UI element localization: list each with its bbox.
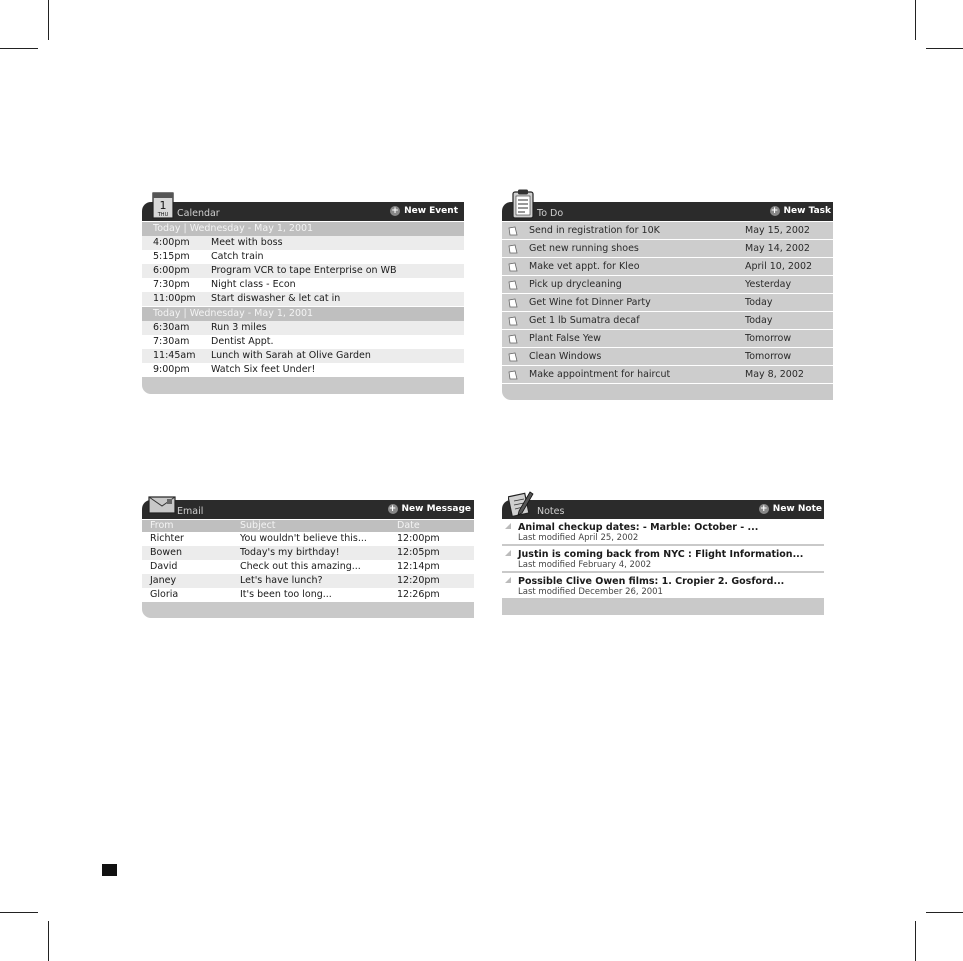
event-time: 11:00pm — [153, 293, 196, 304]
crop-mark — [915, 921, 916, 961]
crop-mark — [0, 48, 38, 49]
message-subject: It's been too long... — [240, 589, 332, 600]
task-title: Get new running shoes — [529, 243, 639, 254]
event-title: Start diswasher & let cat in — [211, 293, 341, 304]
task-date: Today — [745, 315, 773, 326]
column-from[interactable]: From — [150, 520, 174, 531]
note-item[interactable] — [502, 546, 824, 573]
task-title: Get 1 lb Sumatra decaf — [529, 315, 640, 326]
message-from: Richter — [150, 533, 184, 544]
note-title: Justin is coming back from NYC : Flight Information... — [518, 549, 804, 560]
note-checkbox-icon[interactable] — [508, 370, 518, 380]
task-date: May 15, 2002 — [745, 225, 810, 236]
new-event-button[interactable] — [390, 206, 458, 216]
note-checkbox-icon[interactable] — [508, 280, 518, 290]
new-task-button[interactable] — [770, 206, 831, 216]
notes-title: Notes — [537, 506, 565, 517]
event-time: 7:30pm — [153, 279, 190, 290]
event-title: Program VCR to tape Enterprise on WB — [211, 265, 397, 276]
new-note-label: New Note — [772, 504, 822, 514]
message-row[interactable] — [142, 532, 474, 546]
todo-title: To Do — [537, 208, 564, 219]
event-row[interactable] — [142, 292, 464, 306]
event-time: 5:15pm — [153, 251, 190, 262]
event-title: Run 3 miles — [211, 322, 267, 333]
message-from: Bowen — [150, 547, 182, 558]
task-title: Make appointment for haircut — [529, 369, 671, 380]
task-row[interactable] — [502, 312, 833, 330]
task-date: Tomorrow — [745, 351, 792, 362]
email-footer — [142, 602, 474, 618]
plus-icon: + — [388, 504, 397, 514]
message-date: 12:26pm — [397, 589, 440, 600]
message-from: David — [150, 561, 178, 572]
note-checkbox-icon[interactable] — [508, 316, 518, 326]
plus-icon: + — [391, 206, 399, 216]
message-row[interactable] — [142, 588, 474, 602]
task-title: Plant False Yew — [529, 333, 601, 344]
event-title: Catch train — [211, 251, 264, 262]
calendar-panel — [142, 199, 464, 394]
task-title: Clean Windows — [529, 351, 602, 362]
event-time: 11:45am — [153, 350, 196, 361]
event-title: Night class - Econ — [211, 279, 296, 290]
note-modified: Last modified December 26, 2001 — [518, 587, 663, 597]
event-row[interactable] — [142, 363, 464, 377]
event-title: Lunch with Sarah at Olive Garden — [211, 350, 371, 361]
task-date: Today — [745, 297, 773, 308]
note-checkbox-icon[interactable] — [508, 244, 518, 254]
note-title: Possible Clive Owen films: 1. Cropier 2. Gosford... — [518, 576, 785, 587]
crop-mark — [926, 912, 963, 913]
event-row[interactable] — [142, 321, 464, 335]
expand-triangle-icon[interactable] — [505, 577, 511, 583]
note-checkbox-icon[interactable] — [508, 334, 518, 344]
plus-icon: + — [770, 206, 779, 216]
note-item[interactable] — [502, 573, 824, 598]
event-time: 4:00pm — [153, 237, 190, 248]
clipboard-icon — [512, 189, 534, 219]
note-checkbox-icon[interactable] — [508, 226, 518, 236]
task-title: Send in registration for 10K — [529, 225, 660, 236]
plus-icon: + — [760, 504, 768, 514]
new-note-button[interactable] — [759, 504, 822, 514]
crop-mark — [48, 0, 49, 40]
task-date: April 10, 2002 — [745, 261, 813, 272]
crop-mark — [0, 912, 38, 913]
todo-footer — [502, 384, 833, 400]
message-row[interactable] — [142, 574, 474, 588]
message-date: 12:05pm — [397, 547, 440, 558]
message-from: Janey — [150, 575, 177, 586]
message-from: Gloria — [150, 589, 179, 600]
todo-panel — [502, 202, 833, 400]
message-subject: Check out this amazing... — [240, 561, 361, 572]
column-date[interactable]: Date — [397, 520, 420, 531]
event-row[interactable] — [142, 278, 464, 292]
event-list — [142, 236, 464, 306]
task-row[interactable] — [502, 348, 833, 366]
note-item[interactable] — [502, 519, 824, 546]
note-modified: Last modified February 4, 2002 — [518, 560, 652, 570]
new-task-label: New Task — [783, 206, 831, 216]
expand-triangle-icon[interactable] — [505, 550, 511, 556]
message-row[interactable] — [142, 560, 474, 574]
message-date: 12:14pm — [397, 561, 440, 572]
calendar-day-0 — [142, 222, 464, 306]
task-row[interactable] — [502, 294, 833, 312]
calendar-day-1 — [142, 307, 464, 377]
message-date: 12:00pm — [397, 533, 440, 544]
event-time: 6:00pm — [153, 265, 190, 276]
message-row[interactable] — [142, 546, 474, 560]
task-title: Make vet appt. for Kleo — [529, 261, 640, 272]
task-row[interactable] — [502, 276, 833, 294]
event-title: Watch Six feet Under! — [211, 364, 316, 375]
event-row[interactable] — [142, 250, 464, 264]
message-subject: Today's my birthday! — [240, 547, 340, 558]
task-list — [502, 222, 833, 384]
task-row[interactable] — [502, 240, 833, 258]
svg-text:THU: THU — [157, 212, 169, 218]
task-date: Yesterday — [745, 279, 792, 290]
calendar-title: Calendar — [177, 208, 220, 219]
todo-header — [502, 202, 833, 221]
task-row[interactable] — [502, 330, 833, 348]
task-date: Tomorrow — [745, 333, 792, 344]
task-date: May 14, 2002 — [745, 243, 810, 254]
event-row[interactable] — [142, 335, 464, 349]
svg-text:1: 1 — [159, 199, 167, 212]
event-row[interactable] — [142, 349, 464, 363]
notes-panel — [502, 500, 824, 615]
task-title: Pick up drycleaning — [529, 279, 622, 290]
event-time: 9:00pm — [153, 364, 190, 375]
notepad-pencil-icon — [508, 489, 534, 517]
task-row[interactable] — [502, 366, 833, 384]
task-row[interactable] — [502, 258, 833, 276]
task-date: May 8, 2002 — [745, 369, 804, 380]
email-header — [142, 500, 474, 519]
event-title: Meet with boss — [211, 237, 283, 248]
expand-triangle-icon[interactable] — [505, 523, 511, 529]
new-message-label: New Message — [401, 504, 471, 514]
event-row[interactable] — [142, 264, 464, 278]
event-time: 7:30am — [153, 336, 190, 347]
note-list — [502, 519, 824, 598]
crop-mark — [915, 0, 916, 40]
email-panel — [142, 500, 474, 618]
event-list — [142, 321, 464, 377]
notes-header — [502, 500, 824, 519]
calendar-footer — [142, 377, 464, 394]
email-column-header — [142, 520, 474, 532]
envelope-icon — [148, 495, 176, 515]
message-list — [142, 532, 474, 602]
email-title: Email — [177, 506, 204, 517]
note-checkbox-icon[interactable] — [508, 352, 518, 362]
task-row[interactable] — [502, 222, 833, 240]
message-subject: You wouldn't believe this... — [240, 533, 367, 544]
note-modified: Last modified April 25, 2002 — [518, 533, 639, 543]
note-title: Animal checkup dates: - Marble: October - ... — [518, 522, 759, 533]
notes-footer — [502, 598, 824, 615]
note-checkbox-icon[interactable] — [508, 298, 518, 308]
task-title: Get Wine fot Dinner Party — [529, 297, 651, 308]
note-checkbox-icon[interactable] — [508, 262, 518, 272]
event-time: 6:30am — [153, 322, 190, 333]
crop-mark — [926, 48, 963, 49]
calendar-icon — [152, 191, 174, 219]
day-header: Today | Wednesday - May 1, 2001 — [142, 222, 464, 236]
page-marker — [102, 864, 117, 876]
crop-mark — [48, 921, 49, 961]
event-title: Dentist Appt. — [211, 336, 274, 347]
column-subject[interactable]: Subject — [240, 520, 276, 531]
calendar-header — [142, 199, 464, 221]
message-subject: Let's have lunch? — [240, 575, 323, 586]
new-message-button[interactable] — [388, 504, 471, 514]
day-header: Today | Wednesday - May 1, 2001 — [142, 307, 464, 321]
event-row[interactable] — [142, 236, 464, 250]
new-event-label: New Event — [404, 206, 458, 216]
message-date: 12:20pm — [397, 575, 440, 586]
